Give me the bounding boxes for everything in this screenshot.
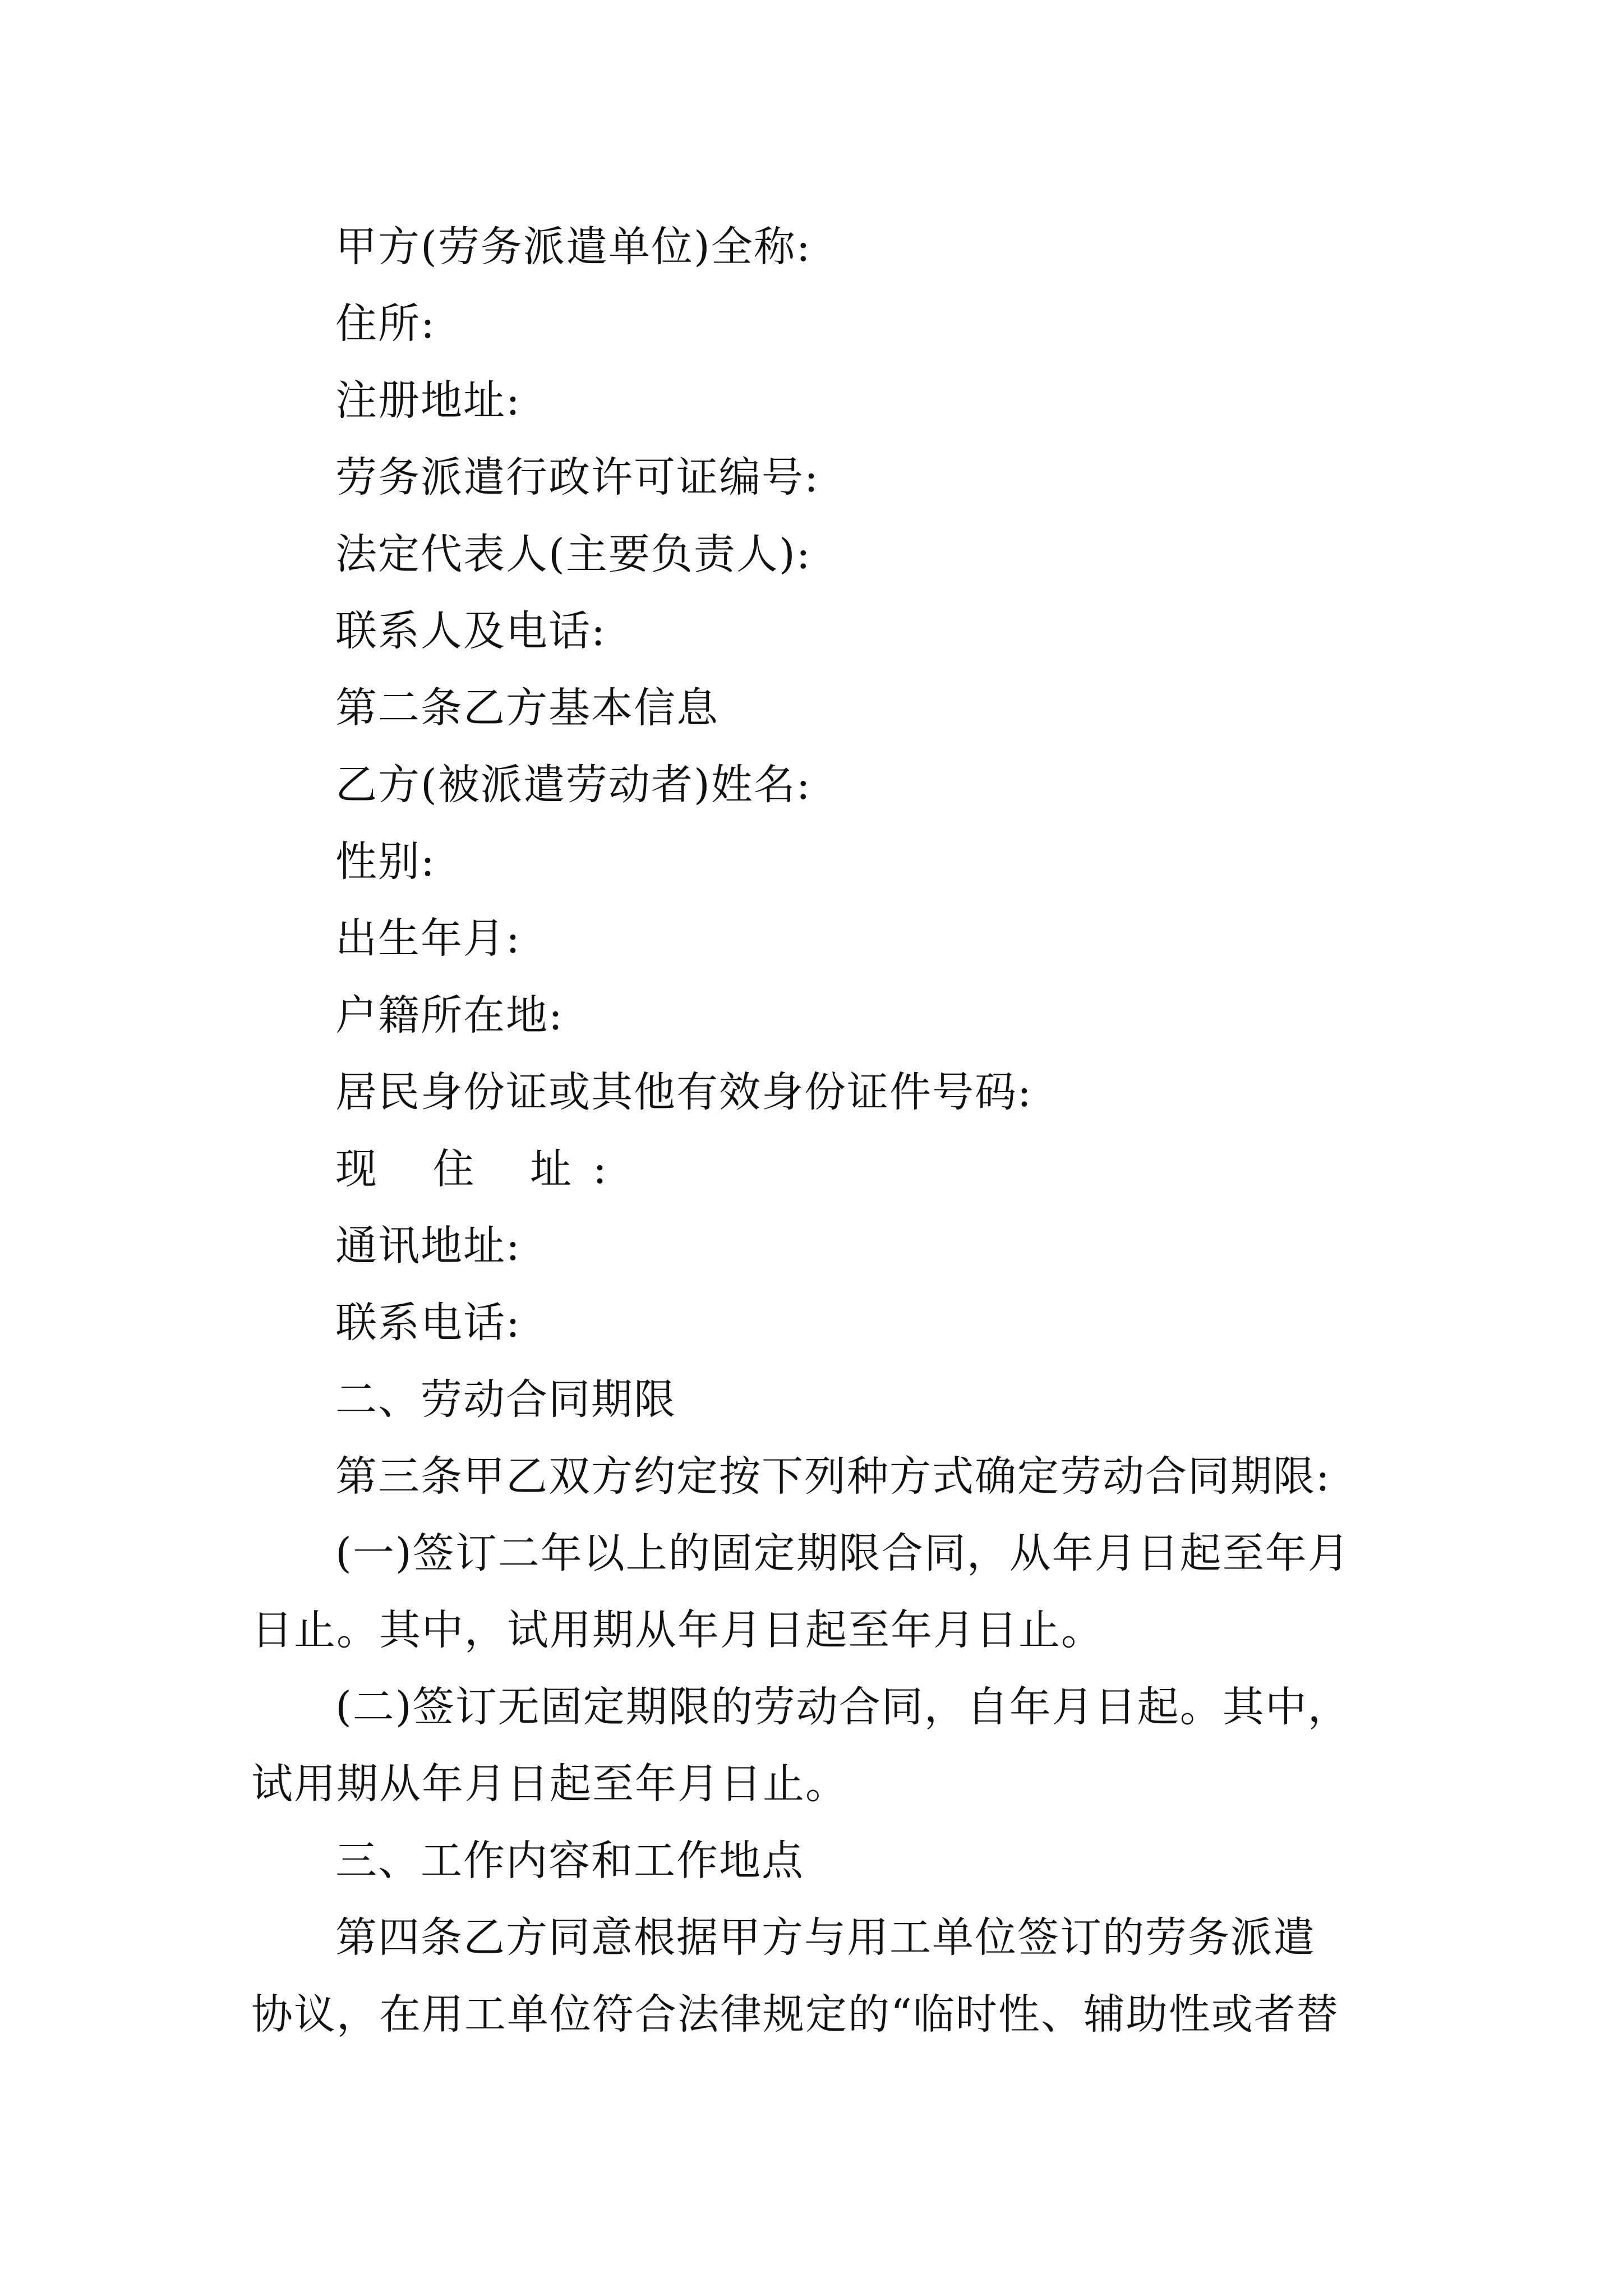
section-3-heading: 三、工作内容和工作地点 [335,1837,804,1885]
option-1-paragraph-continued: 日止。其中，试用期从年月日起至年月日止。 [251,1606,1104,1654]
id-number-line: 居民身份证或其他有效身份证件号码: [335,1068,1032,1116]
article-4-paragraph: 第四条乙方同意根据甲方与用工单位签订的劳务派遣 [335,1913,1316,1962]
article-4-paragraph-continued: 协议，在用工单位符合法律规定的“临时性、辅助性或者替 [251,1990,1339,2039]
option-2-paragraph: (二)签订无固定期限的劳动合同，自年月日起。其中， [335,1683,1350,1731]
birth-date-line: 出生年月: [335,914,521,963]
current-address-line: 现 住 址: [335,1145,628,1193]
party-a-registered-address-line: 注册地址: [335,376,521,425]
document-body [251,209,1401,2053]
article-3-paragraph: 第三条甲乙双方约定按下列种方式确定劳动合同期限: [335,1452,1331,1501]
party-b-name-line: 乙方(被派遣劳动者)姓名: [335,761,811,809]
mailing-address-line: 通讯地址: [335,1222,521,1270]
household-registration-line: 户籍所在地: [335,991,564,1039]
license-number-line: 劳务派遣行政许可证编号: [335,453,819,501]
option-2-paragraph-continued: 试用期从年月日起至年月日止。 [251,1760,848,1808]
section-2-heading: 二、劳动合同期限 [335,1375,676,1424]
article-2-heading: 第二条乙方基本信息 [335,684,719,732]
contact-phone-line: 联系人及电话: [335,607,606,655]
phone-line: 联系电话: [335,1299,521,1347]
party-a-full-name-line: 甲方(劳务派遣单位)全称: [335,223,811,271]
party-a-residence-line: 住所: [335,300,436,348]
legal-representative-line: 法定代表人(主要负责人): [335,530,811,578]
gender-line: 性别: [335,838,436,886]
option-1-paragraph: (一)签订二年以上的固定期限合同，从年月日起至年月 [335,1529,1350,1577]
